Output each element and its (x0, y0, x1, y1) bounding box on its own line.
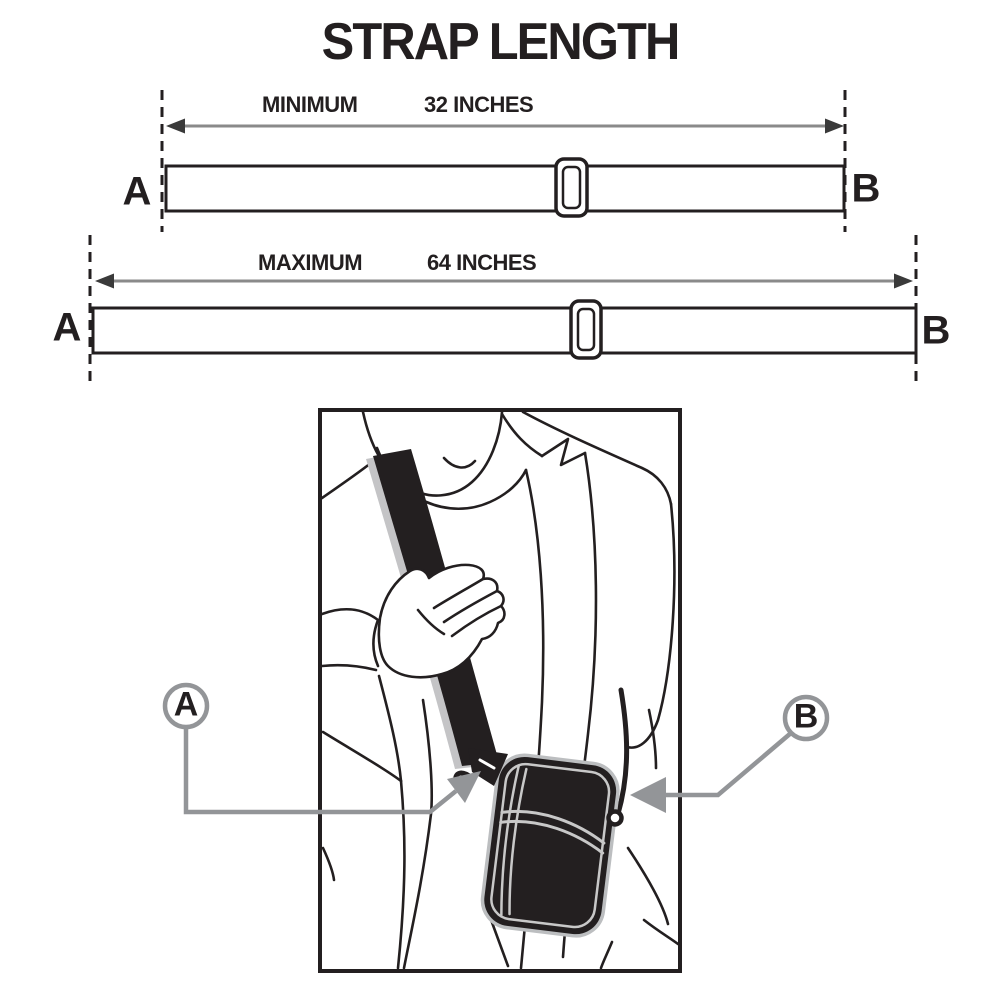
maximum-endpoint-a: A (52, 305, 82, 350)
dimension-arrowhead-left-icon (166, 119, 185, 134)
dimension-arrowhead-right-icon (894, 274, 913, 289)
strap-bar (166, 166, 844, 211)
page-title: STRAP LENGTH (321, 13, 679, 71)
minimum-label: MINIMUM (262, 92, 358, 117)
dimension-arrowhead-right-icon (825, 119, 844, 134)
callout-b-line (664, 733, 791, 795)
callout-a-letter: A (173, 685, 199, 724)
callout-b-letter: B (793, 697, 819, 736)
strap-bar (93, 308, 916, 353)
minimum-endpoint-b: B (851, 166, 881, 211)
maximum-length-value: 64 INCHES (427, 250, 537, 275)
crossbody-bag (481, 754, 619, 937)
minimum-length-value: 32 INCHES (424, 92, 534, 117)
maximum-label: MAXIMUM (258, 250, 363, 275)
maximum-endpoint-b: B (921, 308, 951, 353)
dimension-arrowhead-left-icon (95, 274, 114, 289)
bag-d-ring (609, 812, 622, 825)
minimum-endpoint-a: A (122, 169, 152, 214)
